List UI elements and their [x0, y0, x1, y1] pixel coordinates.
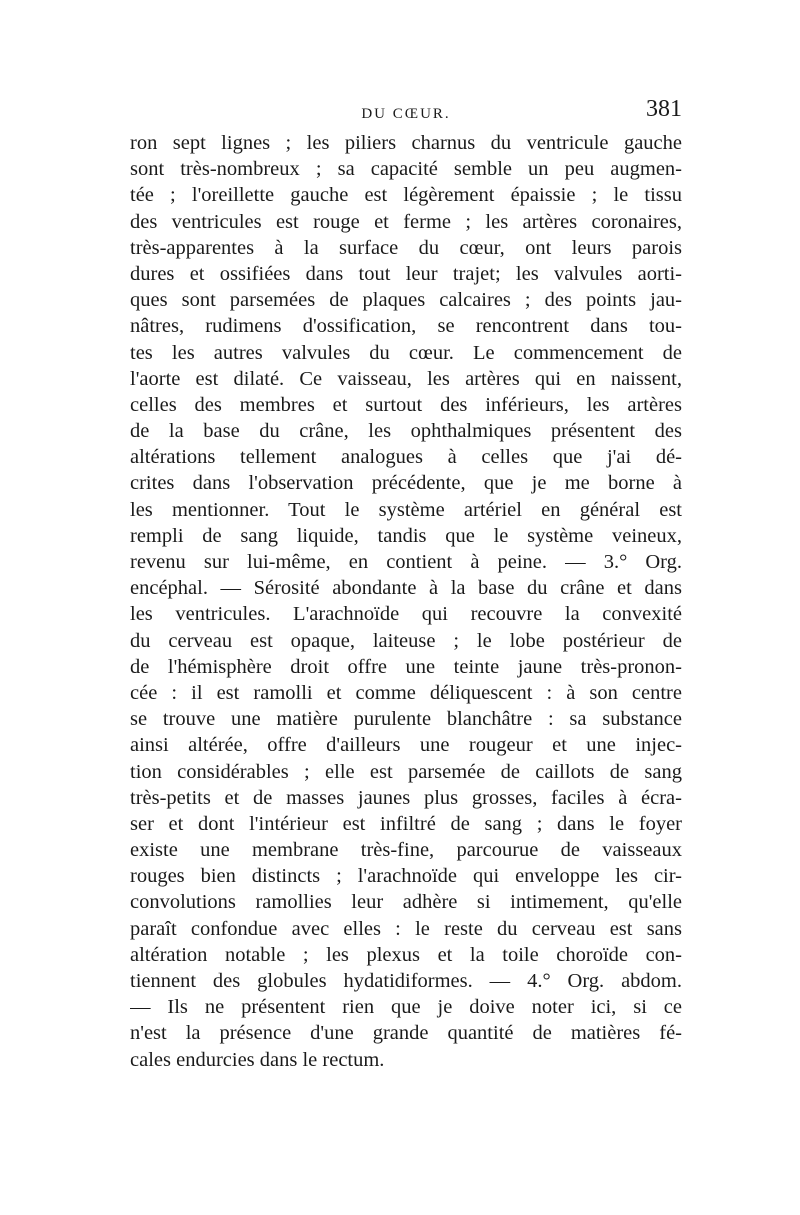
text-line: dures et ossifiées dans tout leur trajet; les valvules aorti- — [130, 262, 682, 285]
text-line: rempli de sang liquide, tandis que le système veineux, — [130, 524, 682, 547]
text-line: altérations tellement analogues à celles que j'ai dé- — [130, 446, 682, 469]
page-header — [130, 96, 682, 130]
text-line: tion considérables ; elle est parsemée de caillots de sang — [130, 760, 682, 783]
text-line: du cerveau est opaque, laiteuse ; le lobe postérieur de — [130, 629, 682, 652]
running-title: DU CŒUR. — [361, 106, 451, 122]
text-line: tiennent des globules hydatidiformes. — 4.° Org. abdom. — [130, 970, 682, 992]
text-line: ques sont parsemées de plaques calcaires ; des points jau- — [130, 289, 682, 312]
text-line: de l'hémisphère droit offre une teinte jaune très-pronon- — [130, 655, 682, 678]
text-line: cée : il est ramolli et comme déliquescent : à son centre — [130, 681, 682, 704]
text-line: tes les autres valvules du cœur. Le commencement de — [130, 341, 682, 364]
text-line: nâtres, rudimens d'ossification, se rencontrent dans tou- — [130, 315, 682, 338]
text-line: rouges bien distincts ; l'arachnoïde qui enveloppe les cir- — [130, 865, 682, 888]
text-line: cales endurcies dans le rectum. — [130, 1048, 385, 1071]
text-line: celles des membres et surtout des inférieurs, les artères — [130, 393, 682, 416]
text-line: l'aorte est dilaté. Ce vaisseau, les artères qui en naissent, — [130, 367, 682, 390]
text-line: ron sept lignes ; les piliers charnus du ventricule gauche — [130, 132, 682, 154]
text-line: revenu sur lui-même, en contient à peine. — 3.° Org. — [130, 551, 682, 573]
text-line: — Ils ne présentent rien que je doive noter ici, si ce — [130, 996, 682, 1019]
text-line: paraît confondue avec elles : le reste du cerveau est sans — [130, 917, 682, 940]
text-line: n'est la présence d'une grande quantité de matières fé- — [130, 1022, 682, 1045]
text-line: ainsi altérée, offre d'ailleurs une rougeur et une injec- — [130, 734, 682, 757]
text-line: convolutions ramollies leur adhère si intimement, qu'elle — [130, 891, 682, 914]
text-line: encéphal. — Sérosité abondante à la base du crâne et dans — [130, 577, 682, 600]
text-line: très-apparentes à la surface du cœur, ont leurs parois — [130, 236, 682, 259]
text-line: se trouve une matière purulente blanchâtre : sa substance — [130, 708, 682, 731]
text-line: de la base du crâne, les ophthalmiques présentent des — [130, 420, 682, 443]
body-text — [130, 130, 682, 1073]
text-line: très-petits et de masses jaunes plus grosses, faciles à écra- — [130, 786, 682, 809]
text-line: altération notable ; les plexus et la toile choroïde con- — [130, 943, 682, 966]
text-line: existe une membrane très-fine, parcourue de vaisseaux — [130, 839, 682, 862]
text-line: les ventricules. L'arachnoïde qui recouvre la convexité — [130, 603, 682, 626]
page-number: 381 — [646, 96, 682, 122]
text-line: des ventricules est rouge et ferme ; les artères coronaires, — [130, 210, 682, 233]
text-line: les mentionner. Tout le système artériel en général est — [130, 498, 682, 521]
text-line: ser et dont l'intérieur est infiltré de sang ; dans le foyer — [130, 812, 682, 835]
text-line: tée ; l'oreillette gauche est légèrement épaissie ; le tissu — [130, 184, 682, 207]
text-line: crites dans l'observation précédente, que je me borne à — [130, 472, 682, 495]
text-line: sont très-nombreux ; sa capacité semble un peu augmen- — [130, 158, 682, 181]
